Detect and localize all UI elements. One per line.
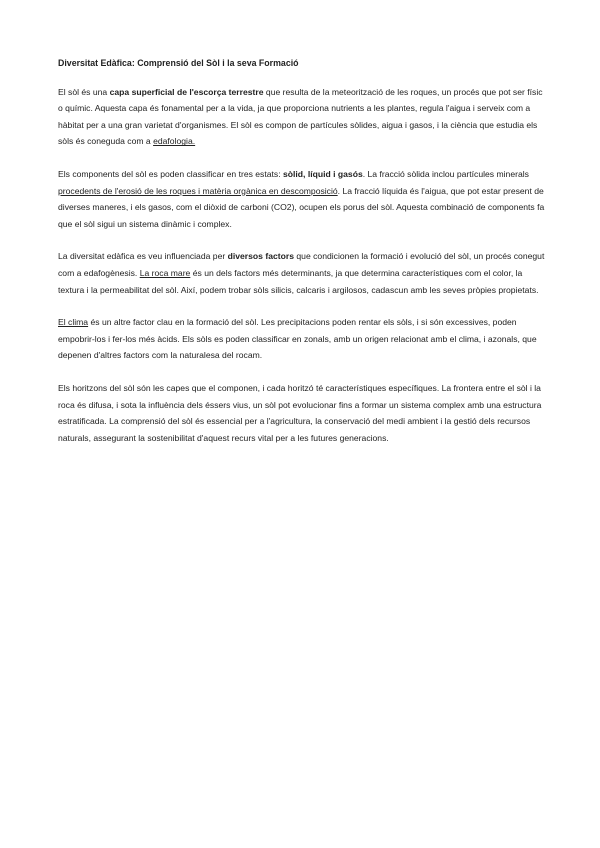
paragraph-4 (58, 314, 546, 364)
underlined-text: El clima (58, 317, 89, 328)
text: Els components del sòl es poden classificar en tres estats: (58, 168, 283, 179)
paragraph-5 (58, 380, 546, 446)
document-body (58, 55, 546, 462)
text: és un altre factor clau en la formació del sòl. Les precipitacions poden rentar els sòls, i si són excessives, poden empobrir-los i fer-los més àcids. Els sòls es poden classificar en zonals, amb un origen relacionat amb el clima, i azonals, que depenen d'altres factors com la naturalesa del rocam. (58, 317, 537, 361)
bold-text: capa superficial de l'escorça terrestre (109, 86, 264, 97)
underlined-text: procedents de l'erosió de les roques i matèria orgànica en descomposició (58, 185, 338, 196)
text: que resulta de la meteorització de les roques, un procés que pot ser físic o químic. Aquesta capa és fonamental per a la vida, ja que proporciona nutrients a les plantes, regula l'aigua i serveix com a hàbitat per a una gran varietat d'organismes. El sòl es compon de partícules sòlides, aigua i gasos, i la ciència que estudia els sòls és coneguda com a (58, 86, 543, 147)
text: El sòl és una (58, 86, 110, 97)
document-title: Diversitat Edàfica: Comprensió del Sòl i la seva Formació (58, 58, 299, 68)
text: és un dels factors més determinants, ja que determina característiques com el color, la textura i la permeabilitat del sòl. Així, podem trobar sòls silicis, calcaris i argilosos, cadascun amb les seves pròpies propietats. (58, 267, 539, 295)
paragraph-1 (58, 84, 546, 150)
bold-text: sòlid, líquid i gasós (282, 168, 363, 179)
text: que condicionen la formació i evolució del sòl, un procés conegut com a edafogènesis. (58, 251, 545, 278)
underlined-text: La roca mare (139, 267, 191, 278)
text: . La fracció sòlida inclou partícules minerals (362, 168, 529, 179)
text: . La fracció líquida és l'aigua, que pot estar present de diverses maneres, i els gasos, com el diòxid de carboni (CO2), ocupen els porus del sòl. Aquesta combinació de components fa que el sòl sigui un sistema dinàmic i complex. (58, 185, 545, 229)
text: Els horitzons del sòl són les capes que el componen, i cada horitzó té característiques específiques. La frontera entre el sòl i la roca és difusa, i sota la influència dels éssers vius, un sòl pot evolucionar fins a formar un sistema complex amb una estructura estratificada. La comprensió del sòl és essencial per a l'agricultura, la conservació del medi ambient i la gestió dels recursos naturals, assegurant la sostenibilitat d'aquest recurs vital per a les futures generacions. (58, 382, 542, 443)
text: La diversitat edàfica es veu influenciada per (58, 251, 228, 262)
paragraph-3 (58, 248, 546, 298)
underlined-text: edafologia. (153, 136, 196, 147)
bold-text: diversos factors (227, 251, 294, 262)
paragraph-2 (58, 166, 546, 232)
